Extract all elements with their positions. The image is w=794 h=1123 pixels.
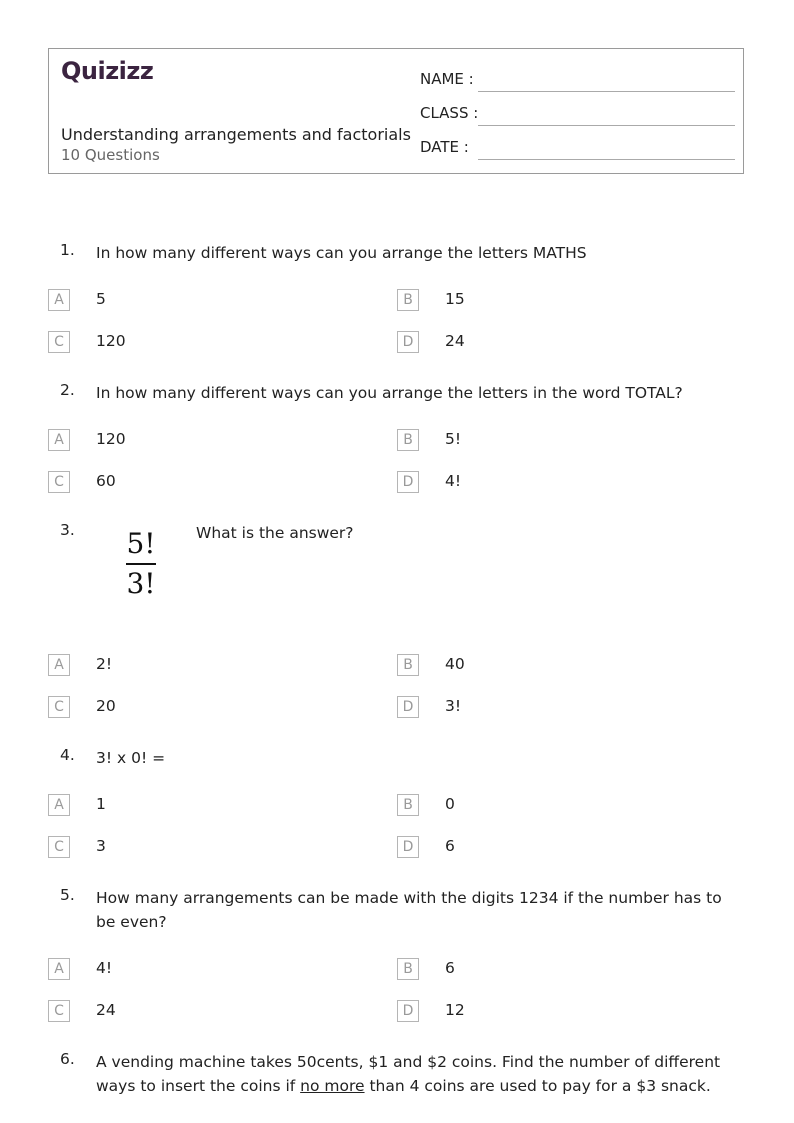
- option-letter: B: [397, 654, 419, 676]
- option-value: 3: [96, 837, 106, 855]
- question-count: 10 Questions: [61, 146, 160, 164]
- question-text: In how many different ways can you arrange the letters MATHS: [96, 244, 587, 262]
- option-value: 12: [445, 1001, 465, 1019]
- fraction-bar: [126, 563, 156, 565]
- option-letter: D: [397, 331, 419, 353]
- option-value: 24: [96, 1001, 116, 1019]
- option-letter: C: [48, 1000, 70, 1022]
- question-text: What is the answer?: [196, 524, 354, 542]
- question-text: 3! x 0! =: [96, 749, 166, 767]
- class-label: CLASS :: [420, 104, 479, 122]
- fraction-denominator: 3!: [126, 567, 156, 600]
- question-text: In how many different ways can you arrange the letters in the word TOTAL?: [96, 384, 683, 402]
- option-value: 6: [445, 837, 455, 855]
- option-letter: D: [397, 696, 419, 718]
- option-value: 20: [96, 697, 116, 715]
- option-letter: D: [397, 836, 419, 858]
- option-letter: A: [48, 429, 70, 451]
- option-value: 24: [445, 332, 465, 350]
- date-field[interactable]: [420, 134, 735, 160]
- fraction-image: [126, 527, 156, 601]
- date-line[interactable]: [478, 159, 735, 160]
- option-letter: C: [48, 471, 70, 493]
- name-line[interactable]: [478, 91, 735, 92]
- question-number: 3.: [60, 521, 75, 539]
- question-number: 1.: [60, 241, 75, 259]
- option-value: 6: [445, 959, 455, 977]
- date-label: DATE :: [420, 138, 469, 156]
- name-field[interactable]: [420, 66, 735, 92]
- option-value: 0: [445, 795, 455, 813]
- option-letter: B: [397, 794, 419, 816]
- option-letter: B: [397, 289, 419, 311]
- worksheet-title: Understanding arrangements and factorials: [61, 125, 411, 144]
- question-text: How many arrangements can be made with the digits 1234 if the number has to be even?: [96, 889, 722, 931]
- class-field[interactable]: [420, 100, 735, 126]
- option-letter: A: [48, 958, 70, 980]
- option-letter: A: [48, 794, 70, 816]
- question-number: 6.: [60, 1050, 75, 1068]
- question-text-part: than 4 coins are used to pay for a $3 snack.: [364, 1077, 711, 1095]
- question-number: 5.: [60, 886, 75, 904]
- option-value: 5: [96, 290, 106, 308]
- option-letter: A: [48, 289, 70, 311]
- brand-logo: Quizizz: [61, 57, 154, 85]
- option-value: 1: [96, 795, 106, 813]
- option-value: 120: [96, 332, 126, 350]
- option-letter: D: [397, 471, 419, 493]
- option-value: 60: [96, 472, 116, 490]
- worksheet-header: [48, 48, 744, 174]
- option-value: 40: [445, 655, 465, 673]
- underlined-phrase: no more: [300, 1077, 365, 1095]
- option-value: 15: [445, 290, 465, 308]
- fraction-numerator: 5!: [126, 527, 156, 560]
- option-letter: C: [48, 696, 70, 718]
- name-label: NAME :: [420, 70, 474, 88]
- option-letter: D: [397, 1000, 419, 1022]
- question-number: 4.: [60, 746, 75, 764]
- option-letter: C: [48, 331, 70, 353]
- option-letter: C: [48, 836, 70, 858]
- question-text: [96, 1050, 746, 1098]
- question-number: 2.: [60, 381, 75, 399]
- option-value: 4!: [445, 472, 462, 490]
- option-letter: B: [397, 429, 419, 451]
- option-value: 2!: [96, 655, 113, 673]
- class-line[interactable]: [478, 125, 735, 126]
- option-value: 3!: [445, 697, 462, 715]
- option-letter: B: [397, 958, 419, 980]
- option-letter: A: [48, 654, 70, 676]
- option-value: 120: [96, 430, 126, 448]
- option-value: 5!: [445, 430, 462, 448]
- question-text-part: A vending machine takes 50cents, $1 and $2 coins. Find the number of different ways to insert the coins if: [96, 1053, 721, 1095]
- option-value: 4!: [96, 959, 113, 977]
